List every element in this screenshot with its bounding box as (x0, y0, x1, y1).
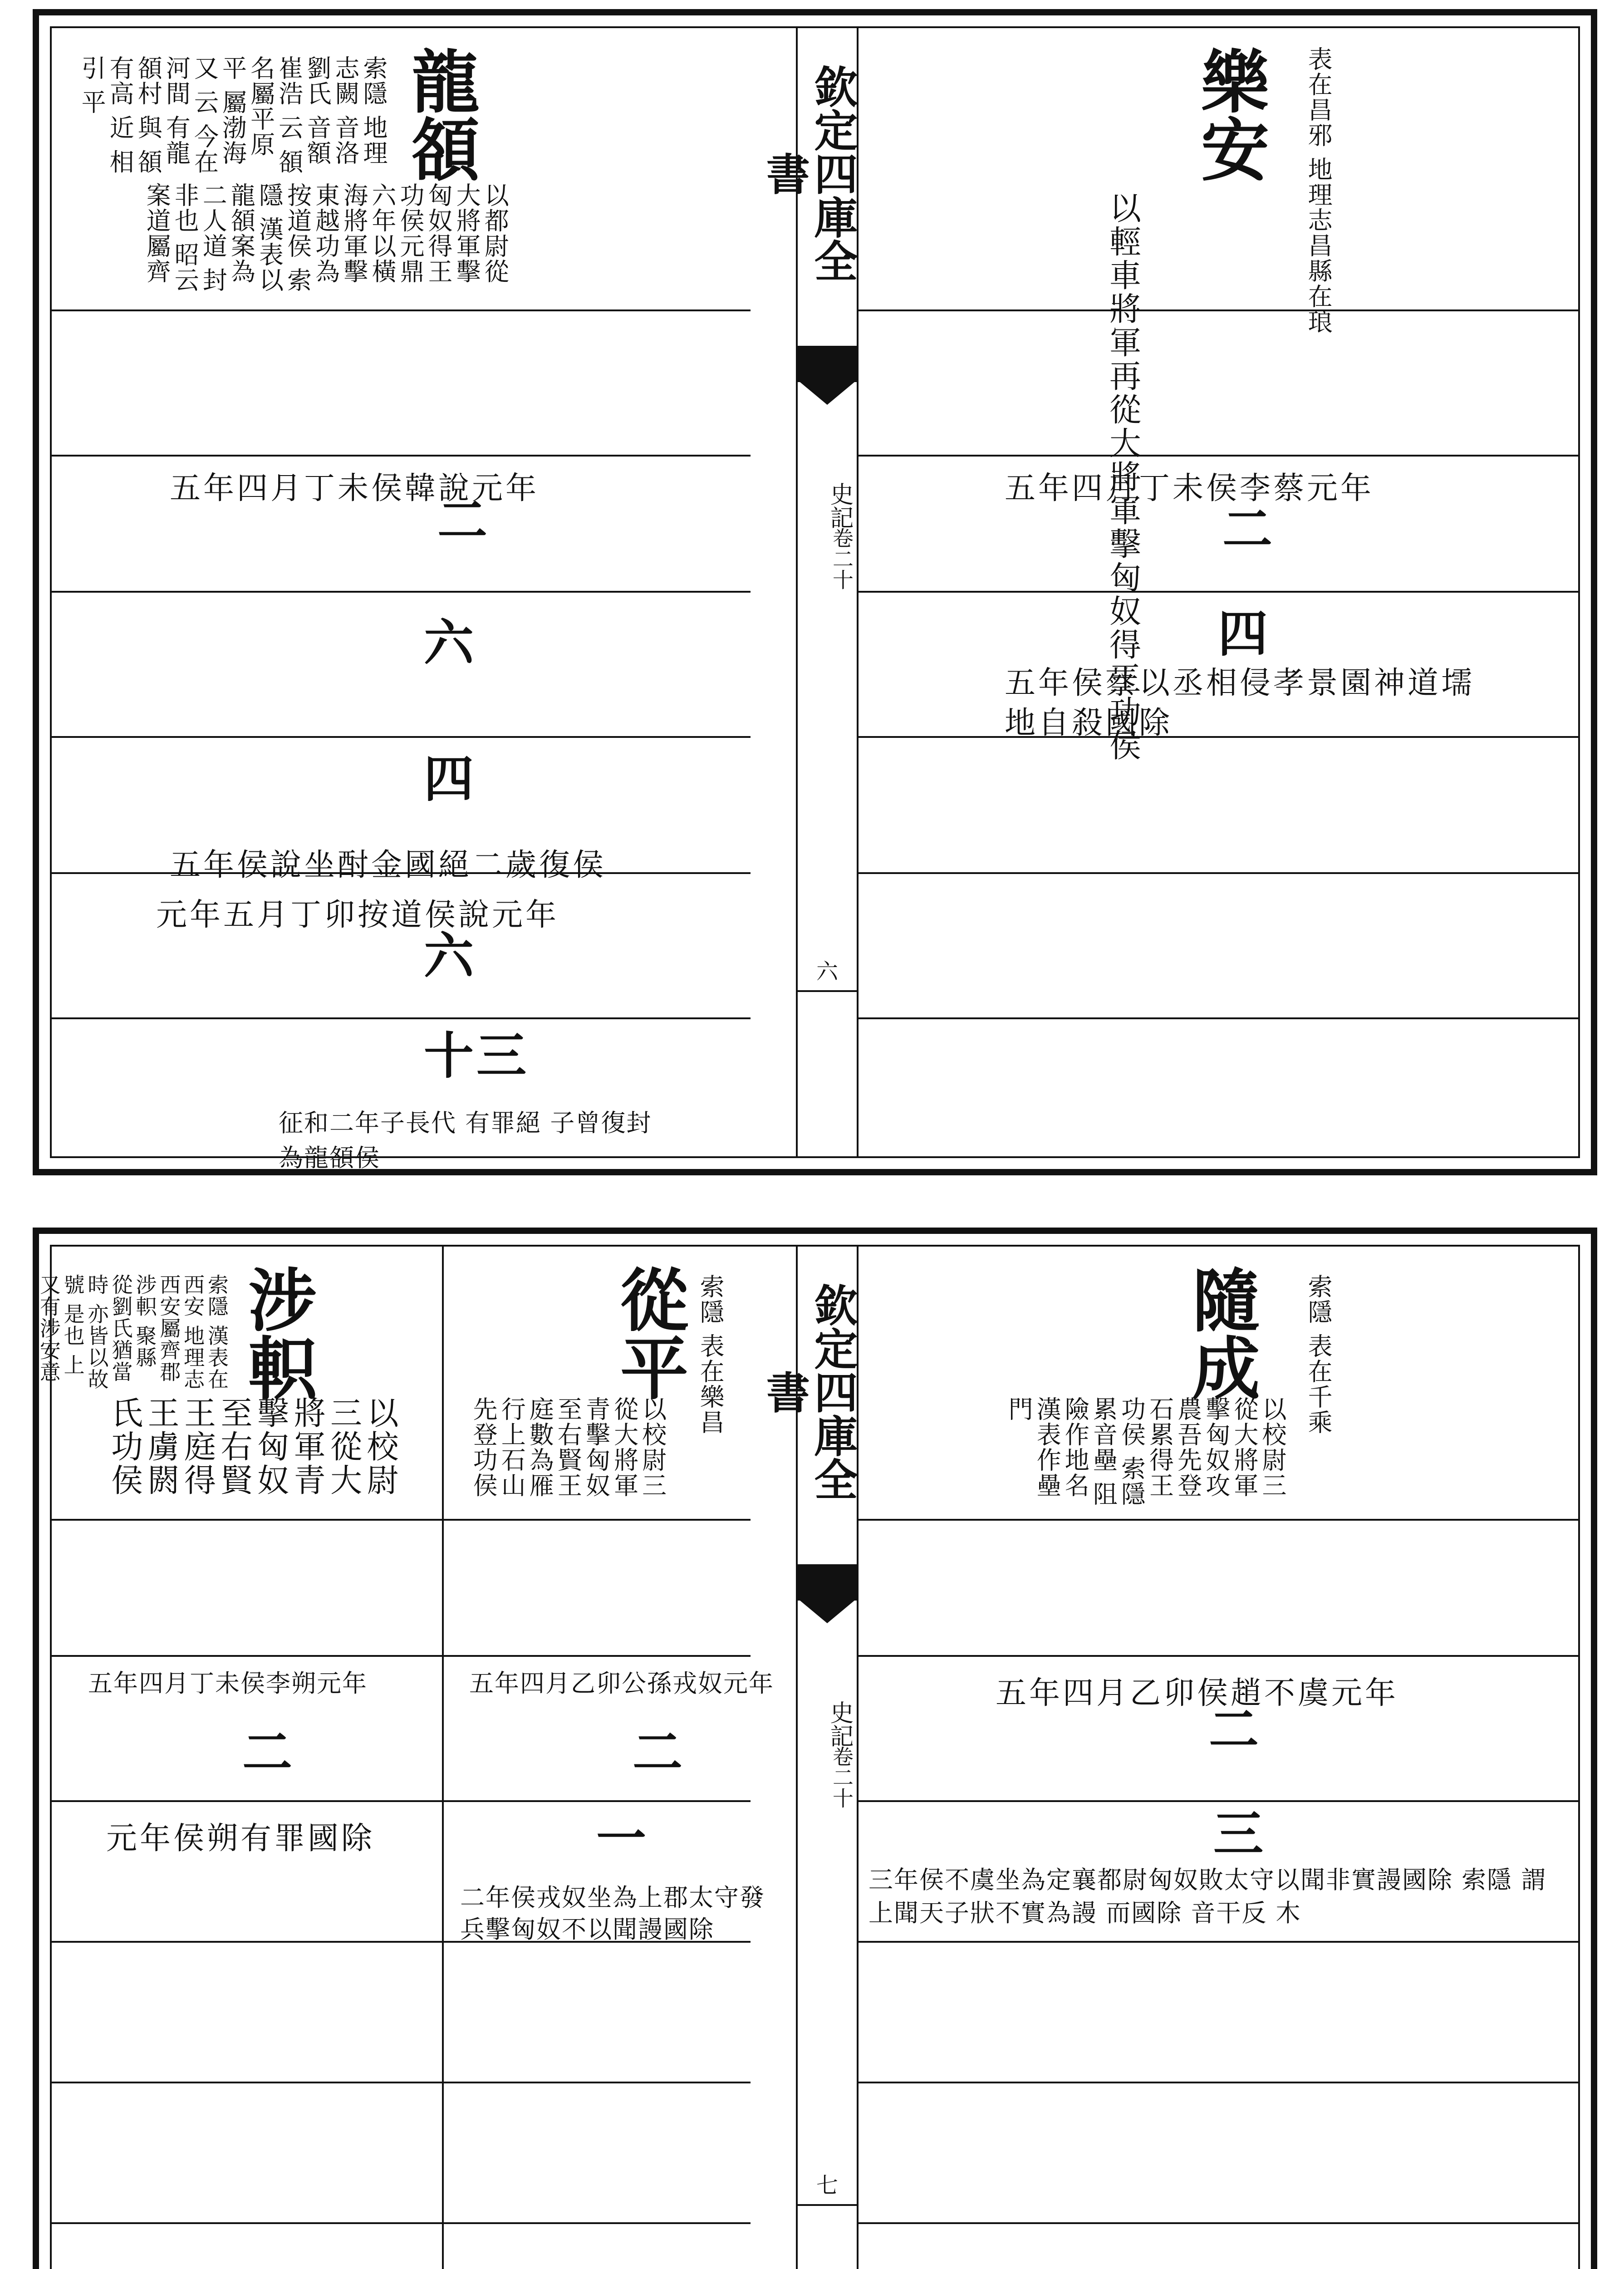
yuanshuo-entry: 五年四月乙卯公孫戎奴元年 (469, 1669, 774, 1698)
yuanshuo-count: 二 (1209, 1700, 1261, 1759)
yuanshuo-entry: 五年四月丁未侯李蔡元年 (1005, 471, 1374, 506)
rule (857, 1017, 1578, 1019)
rule (52, 736, 751, 738)
marquis-name-congping: 從平 (608, 1265, 688, 1401)
rule (857, 1655, 1578, 1657)
gutter-juan: 卷二十 (829, 527, 854, 590)
gutter (759, 28, 859, 1156)
yuanshuo-entry: 五年四月丁未侯李朔元年 (88, 1669, 368, 1698)
yuanshuo-count: 二 (437, 491, 490, 550)
yuanshou-count: 六 (424, 614, 476, 672)
rule (857, 1941, 1578, 1943)
rule (857, 2082, 1578, 2083)
rule (857, 872, 1578, 874)
yuanshou-entry: 二年侯戎奴坐為上郡太守發兵擊匈奴不以聞謾國除 (460, 1883, 765, 1944)
yuanshou-entry: 元年侯朔有罪國除 (106, 1821, 375, 1856)
gutter-book: 史記 (826, 482, 853, 529)
gutter-rule (798, 2204, 857, 2206)
folio-number: 七 (816, 2173, 838, 2198)
rule (857, 1800, 1578, 1802)
yuanshou-count: 一 (596, 1809, 649, 1868)
yuanshou-entry: 三年侯不虞坐為定襄都尉匈奴敗太守以聞非實謾國除 索隱 謂上聞天子狀不實為謾 而國除 音干反 木 (868, 1866, 1547, 1927)
marquis-name-suicheng: 隨成 (1180, 1265, 1260, 1401)
tianhan-count: 十三 (424, 1026, 529, 1085)
bottom-page (33, 1228, 1597, 2269)
suoyin-note: 索隱 表在千乘 (1304, 1274, 1333, 1435)
tianhan-entry: 征和二年子長代 有罪絕 子曾復封 為龍頟侯 (279, 1109, 652, 1172)
yuanshuo-count: 二 (1222, 500, 1275, 559)
taichu-count: 六 (424, 927, 476, 985)
fishtail-mark (798, 1564, 857, 1601)
marquis-name-shezhi: 涉軹 (236, 1265, 316, 1401)
marquis-name-longe: 龍頟 (400, 46, 480, 182)
rule (52, 1519, 751, 1521)
gutter-title: 欽定四庫全書 (759, 64, 859, 282)
rule (857, 455, 1578, 457)
rule (52, 1017, 751, 1019)
rule (52, 2082, 751, 2083)
yuanshou-entry: 五年侯蔡以丞相侵孝景園神道壖地自殺國除 (1005, 665, 1475, 742)
yuanshuo-entry: 五年四月丁未侯韓說元年 (170, 471, 540, 506)
rule (857, 591, 1578, 593)
yuanshuo-count: 二 (242, 1723, 295, 1782)
rule (857, 2222, 1578, 2224)
rule (52, 1800, 751, 1802)
yuanding-count: 四 (424, 750, 476, 808)
suoyin-note: 索隱 漢表在西安 地理志西安屬齊郡 涉軹 聚縣 從劉氏猶當時 亦皆以故號 是也 上又有涉安意 (36, 1274, 229, 1390)
yuanding-entry: 五年侯說坐酎金國絕二歲復侯 (170, 847, 607, 883)
yuanshuo-entry: 五年四月乙卯侯趙不虞元年 (996, 1675, 1399, 1711)
taichu-entry: 元年五月丁卯按道侯說元年 (156, 897, 559, 933)
gutter-rule (798, 990, 857, 992)
yuanshuo-count: 二 (633, 1723, 685, 1782)
top-page (33, 9, 1597, 1175)
yuanshou-count: 三 (1213, 1805, 1266, 1863)
merit-description: 以校尉三從大將軍擊匈奴攻農吾先登石累得王功侯 索隱 累音壘 阻險作地名 漢表作壘門 (1005, 1396, 1287, 1507)
folio-number: 六 (816, 959, 838, 984)
gutter (759, 1247, 859, 2269)
suoyin-note: 索隱 地理志闕 音洛 劉氏 音額 崔浩 云 頟 名屬平原 平 屬渤海 又 云 今在河間 有龍頟村 與 頟有高 近 相 引 平 (78, 55, 388, 175)
suoyin-note: 表在昌邪 地理志昌縣在琅 (1304, 46, 1333, 335)
merit-description: 以校尉三從大將軍青擊匈奴至右賢王庭得王虜閼氏功侯 (106, 1396, 399, 1497)
merit-description: 以都尉從大將軍擊匈奴得王功侯元鼎六年以橫海將軍擊東越功為按道侯 索隱 漢表以龍頟案為二人道 封非也 昭云案道屬齊 (142, 182, 510, 293)
gutter-title: 欽定四庫全書 (759, 1283, 859, 1501)
rule (52, 1655, 751, 1657)
bottom-page-frame (36, 1245, 1580, 2269)
gutter-book: 史記 (826, 1700, 853, 1748)
suoyin-note: 索隱 表在樂昌 (696, 1274, 725, 1435)
top-page-frame (50, 26, 1580, 1172)
column-divider (442, 1247, 444, 2269)
marquis-name-lean: 樂安 (1189, 46, 1269, 182)
yuanshou-count: 四 (1218, 604, 1271, 663)
fishtail-mark (798, 346, 857, 382)
merit-description: 以輕車將軍再從大將軍擊匈奴得王功侯 (1104, 192, 1142, 762)
rule (857, 1519, 1578, 1521)
rule (52, 455, 751, 457)
merit-description: 以校尉三從大將軍青擊匈奴至右賢王庭數為雁行上石山先登功侯 (469, 1396, 667, 1498)
rule (52, 2222, 751, 2224)
rule (857, 309, 1578, 311)
gutter-juan: 卷二十 (829, 1746, 854, 1808)
rule (52, 309, 751, 311)
rule (52, 591, 751, 593)
